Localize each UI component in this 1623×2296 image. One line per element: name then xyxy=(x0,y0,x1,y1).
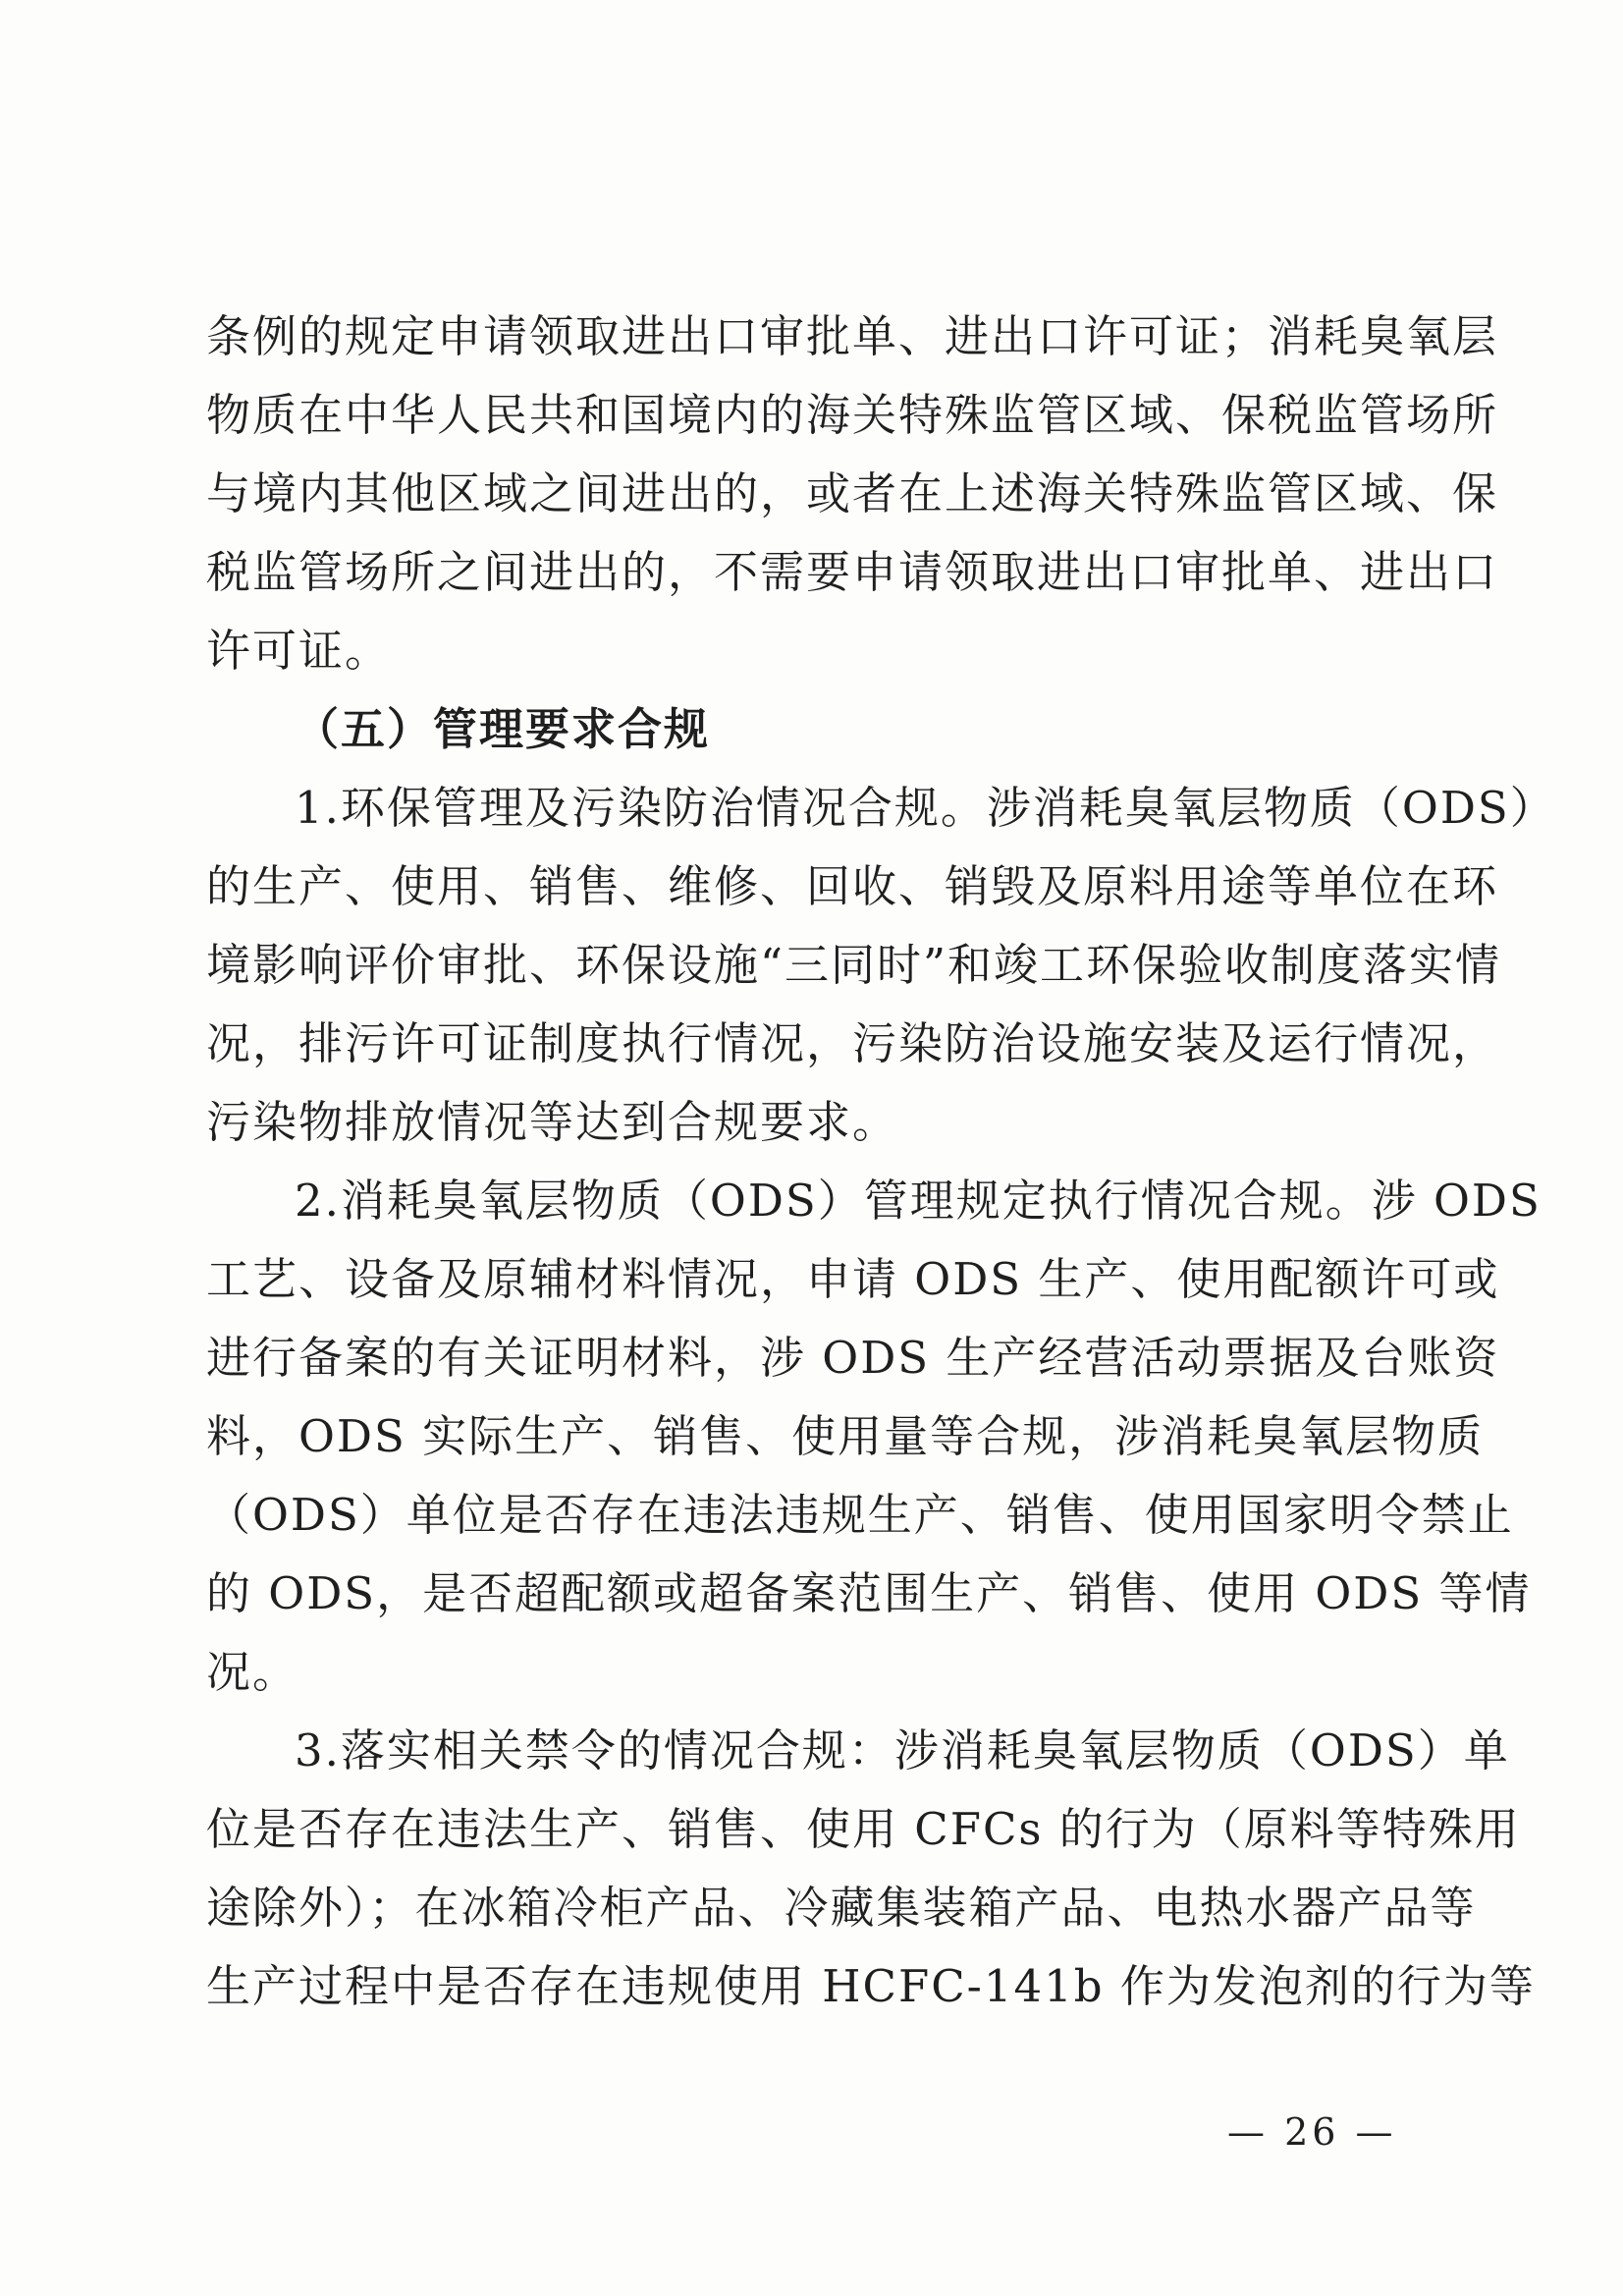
paragraph-line: （ODS）单位是否存在违法违规生产、销售、使用国家明令禁止 xyxy=(206,1489,1514,1541)
paragraph-line: 况，排污许可证制度执行情况，污染防治设施安装及运行情况， xyxy=(206,1017,1499,1069)
paragraph-line: 的生产、使用、销售、维修、回收、销毁及原料用途等单位在环 xyxy=(206,860,1499,912)
paragraph-line: 物质在中华人民共和国境内的海关特殊监管区域、保税监管场所 xyxy=(206,389,1499,441)
paragraph-line: 许可证。 xyxy=(206,625,392,677)
paragraph-line: 料，ODS 实际生产、销售、使用量等合规，涉消耗臭氧层物质 xyxy=(206,1410,1485,1462)
section-heading: （五）管理要求合规 xyxy=(295,703,711,755)
paragraph-line: 况。 xyxy=(206,1646,299,1698)
paragraph-line: 工艺、设备及原辅材料情况，申请 ODS 生产、使用配额许可或 xyxy=(206,1253,1500,1305)
paragraph-line: 1.环保管理及污染防治情况合规。涉消耗臭氧层物质（ODS） xyxy=(295,782,1556,834)
paragraph-line: 3.落实相关禁令的情况合规：涉消耗臭氧层物质（ODS）单 xyxy=(295,1724,1510,1777)
paragraph-line: 条例的规定申请领取进出口审批单、进出口许可证；消耗臭氧层 xyxy=(206,310,1499,362)
paragraph-line: 境影响评价审批、环保设施“三同时”和竣工环保验收制度落实情 xyxy=(206,939,1502,991)
paragraph-line: 2.消耗臭氧层物质（ODS）管理规定执行情况合规。涉 ODS xyxy=(295,1175,1542,1227)
paragraph-line: 与境内其他区域之间进出的，或者在上述海关特殊监管区域、保 xyxy=(206,467,1499,519)
paragraph-line: 途除外）；在冰箱冷柜产品、冷藏集装箱产品、电热水器产品等 xyxy=(206,1882,1477,1934)
paragraph-line: 税监管场所之间进出的，不需要申请领取进出口审批单、进出口 xyxy=(206,546,1499,598)
paragraph-line: 的 ODS，是否超配额或超备案范围生产、销售、使用 ODS 等情 xyxy=(206,1567,1532,1619)
paragraph-line: 进行备案的有关证明材料，涉 ODS 生产经营活动票据及台账资 xyxy=(206,1332,1500,1384)
paragraph-line: 污染物排放情况等达到合规要求。 xyxy=(206,1096,899,1148)
paragraph-line: 位是否存在违法生产、销售、使用 CFCs 的行为（原料等特殊用 xyxy=(206,1803,1521,1855)
paragraph-line: 生产过程中是否存在违规使用 HCFC-141b 作为发泡剂的行为等 xyxy=(206,1960,1536,2012)
page-number: — 26 — xyxy=(1227,2110,1397,2154)
